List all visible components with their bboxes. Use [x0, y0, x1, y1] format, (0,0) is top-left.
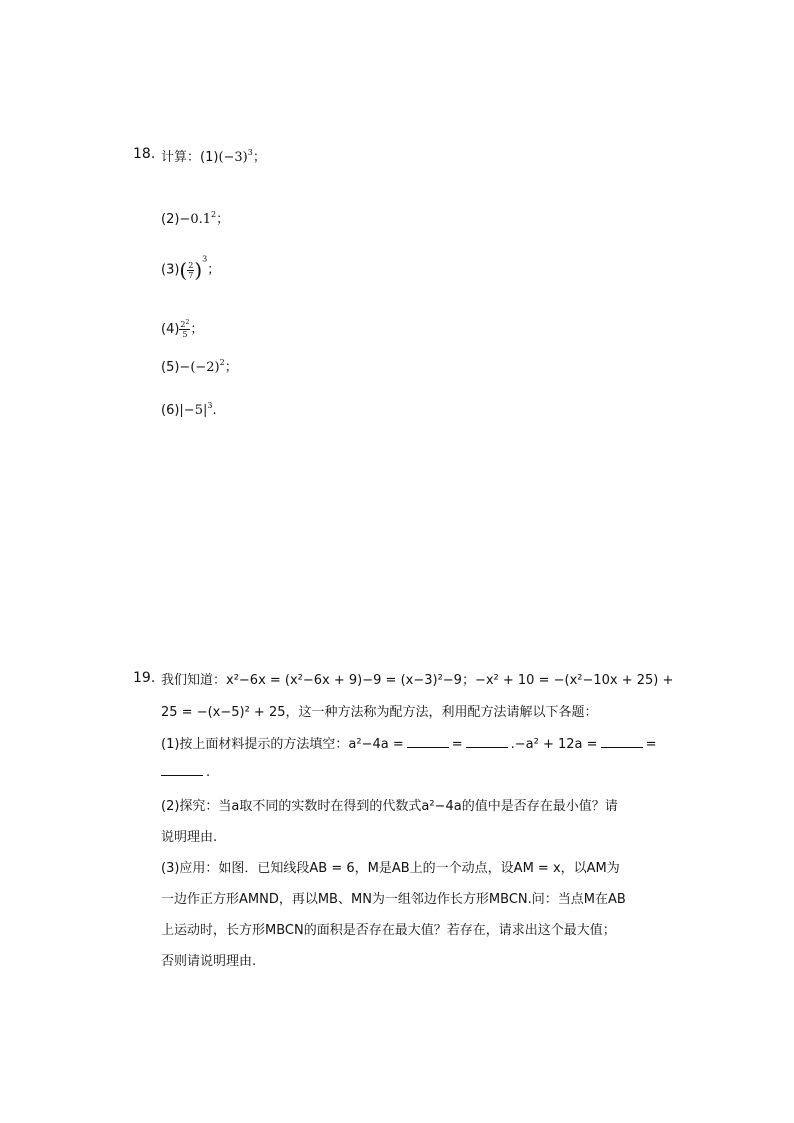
item-4-fraction: $\frac{2^2}{5}$ [180, 319, 190, 339]
item-6-label: (6) [161, 403, 180, 418]
q19-part1-second: .−a² + 12a = [510, 737, 598, 752]
question-18-line-1 [161, 146, 266, 165]
item-5-expr: −(−2) [179, 360, 220, 375]
question-19-line-4 [161, 764, 210, 780]
item-2-expr: −0.1 [179, 212, 211, 227]
question-18-item-4 [161, 318, 203, 339]
question-19-line-6: 说明理由. [161, 830, 218, 845]
question-18-number: 18. [133, 146, 156, 162]
item-3-sup: 3 [202, 254, 208, 264]
item-3-label: (3) [161, 262, 180, 278]
answer-blank-3[interactable] [601, 736, 643, 748]
item-5-end: ； [224, 360, 238, 375]
item-4-label: (4) [161, 322, 180, 337]
question-19-line-5: (2)探究：当a取不同的实数时在得到的代数式a²−4a的值中是否存在最小值？请 [161, 799, 618, 814]
question-19-line-7: (3)应用：如图．已知线段AB = 6，M是AB上的一个动点，设AM = x，以AM为 [161, 861, 620, 876]
question-19-line-1: 我们知道：x²−6x = (x²−6x + 9)−9 = (x−3)²−9；−x² + 10 = −(x²−10x + 25) + [161, 673, 674, 688]
answer-blank-2[interactable] [466, 736, 508, 748]
question-19-number: 19. [133, 670, 156, 686]
q19-period: . [206, 765, 211, 780]
item-4-end: ； [190, 322, 204, 337]
q19-equals-2: = [645, 737, 657, 752]
question-19-line-8: 一边作正方形AMND，再以MB、MN为一组邻边作长方形MBCN.问：当点M在AB [161, 892, 626, 907]
item-1-label: (1) [200, 150, 219, 165]
question-19-line-10: 否则请说明理由. [161, 954, 257, 969]
q19-part1-prompt: (1)按上面材料提示的方法填空：a²−4a = [161, 737, 404, 752]
answer-blank-4[interactable] [161, 764, 203, 776]
item-6-end: . [212, 403, 217, 418]
item-3-end: ； [207, 262, 221, 278]
item-1-end: ； [252, 150, 266, 165]
question-18-item-2 [161, 208, 229, 227]
question-18-intro: 计算： [161, 150, 201, 165]
question-18-item-6 [161, 403, 217, 418]
item-5-label: (5) [161, 360, 180, 375]
item-5-sup: 2 [219, 358, 225, 367]
item-2-end: ； [216, 212, 230, 227]
question-19-line-2: 25 = −(x−5)² + 25，这一种方法称为配方法，利用配方法请解以下各题： [161, 705, 598, 720]
question-19-line-3 [161, 733, 656, 752]
item-1-sup: 3 [247, 148, 253, 157]
question-19-line-9: 上运动时，长方形MBCN的面积是否存在最大值？若存在，请求出这个最大值； [161, 923, 616, 938]
item-6-sup: 3 [207, 401, 213, 410]
question-18-item-3: (3)( $\frac{2}{7}$ )$^3$； [161, 254, 221, 282]
item-1-expr: (−3) [218, 150, 248, 165]
item-6-expr: |−5| [179, 403, 208, 418]
item-2-label: (2) [161, 212, 180, 227]
answer-blank-1[interactable] [407, 736, 449, 748]
item-3-fraction: $\frac{2}{7}$ [188, 260, 194, 280]
question-18-item-5 [161, 356, 238, 375]
item-2-sup: 2 [211, 210, 217, 219]
q19-equals-1: = [451, 737, 463, 752]
